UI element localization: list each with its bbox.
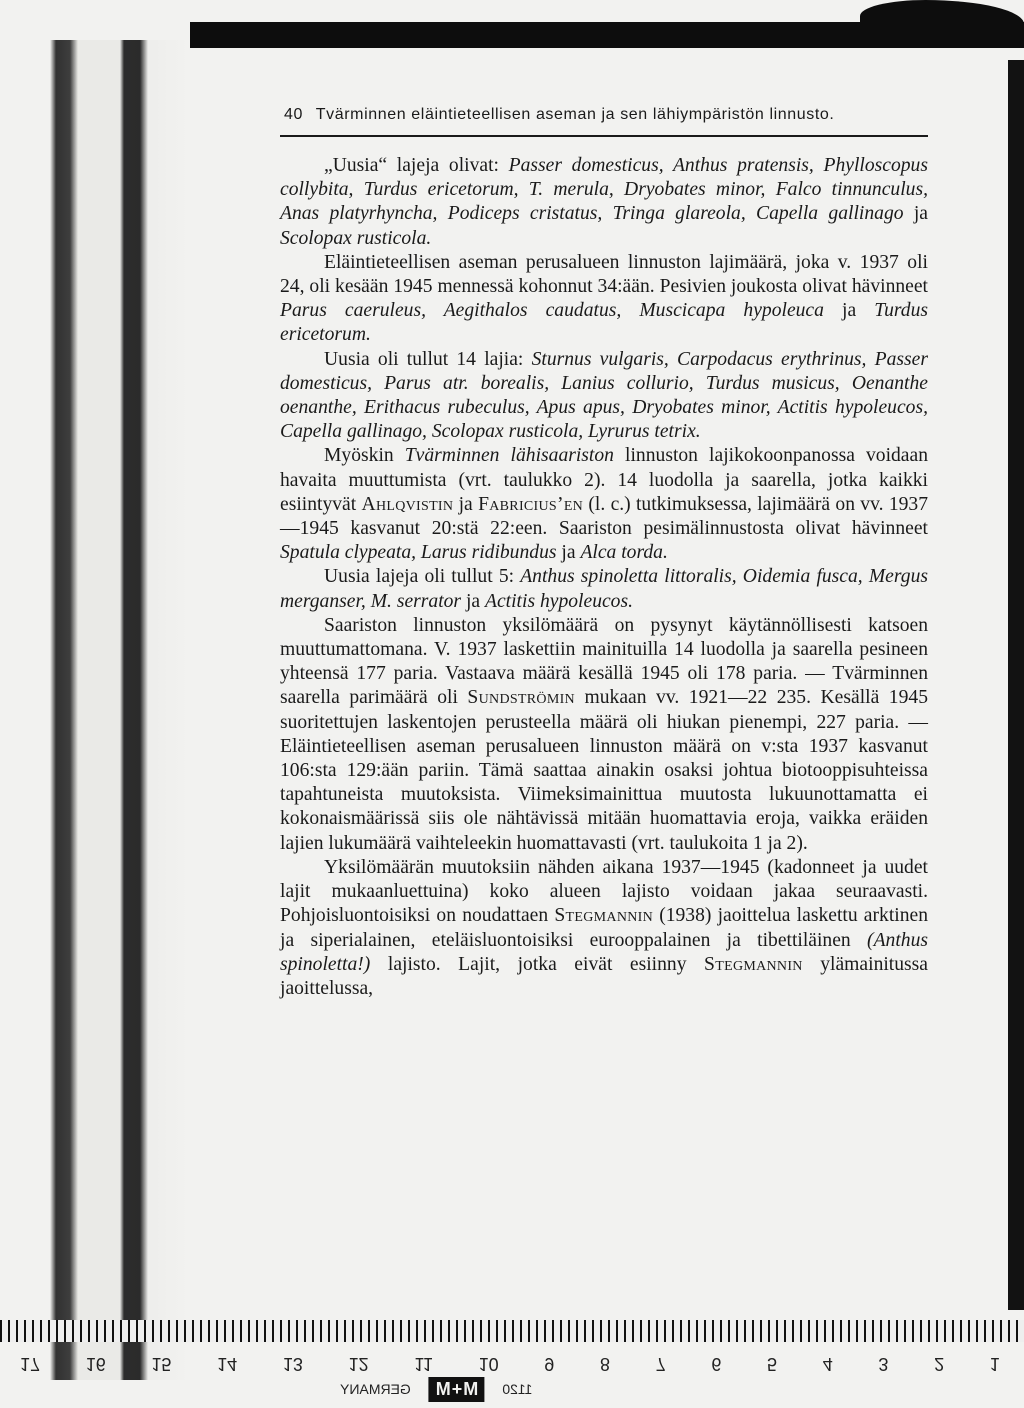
ruler-number: 4 — [822, 1354, 833, 1374]
ruler-number: 16 — [85, 1354, 106, 1374]
ruler-ticks — [0, 1320, 1024, 1342]
text-run: ja — [903, 203, 929, 225]
ruler-number: 10 — [478, 1354, 499, 1374]
ruler-code: 1120 — [502, 1381, 533, 1397]
paragraph — [280, 565, 928, 613]
ruler-numbers — [20, 1350, 1000, 1374]
page-number: 40 — [284, 106, 303, 123]
scan-edge-right — [1008, 60, 1024, 1310]
ruler-number: 9 — [544, 1354, 555, 1374]
species-name: Alca torda. — [580, 542, 668, 564]
running-title: Tvärminnen eläintieteellisen aseman ja sen lähiympäristön linnusto. — [315, 106, 835, 123]
text-run: Uusia oli tullut 14 lajia: — [324, 348, 532, 370]
text-run: ylämainitussa jaoittelussa, — [280, 953, 928, 999]
species-name: Parus caeruleus, Aegithalos caudatus, Muscicapa hypoleuca — [280, 300, 824, 322]
author-name: Sundströmin — [467, 687, 575, 709]
text-run: ja — [461, 590, 485, 612]
brand-name: GERMANY — [340, 1381, 411, 1397]
species-name: Actitis hypoleucos. — [485, 590, 634, 612]
text-run: ja — [556, 542, 581, 564]
text-run: „Uusia“ lajeja olivat: — [324, 155, 509, 176]
ruler-number: 11 — [414, 1354, 433, 1374]
ruler-number: 2 — [934, 1354, 945, 1374]
author-name: Ahlqvistin — [361, 493, 454, 515]
running-head — [284, 106, 924, 124]
author-name: Fabricius’en — [478, 493, 584, 515]
text-run: (l. c.) tutkimuksessa, lajimäärä on vv. 1937—1945 kasvanut 20:stä 22:een. Saariston pesimälinnustosta olivat hävinneet — [280, 493, 929, 540]
paragraph — [280, 614, 928, 856]
species-name: Passer domesticus, Anthus pratensis, Phylloscopus collybita, Turdus ericetorum, T. merula, Dryobates minor, Falco tinnunculus, Anas platyrhyncha, Podiceps cristatus, Tringa glareola, Capella gallinago — [280, 155, 928, 225]
text-run: Eläintieteellisen aseman perusalueen linnuston lajimäärä, joka v. 1937 oli 24, oli kesään 1945 mennessä kohonnut 34:ään. Pesivien joukosta olivat hävinneet — [280, 251, 928, 298]
paragraph — [280, 154, 928, 251]
text-run: ja — [453, 493, 479, 515]
species-name: Tvärminnen lähisaariston — [404, 445, 614, 467]
author-name: Stegmannin — [704, 953, 803, 975]
body-text — [280, 154, 928, 1001]
text-run: lajisto. Lajit, jotka eivät esiinny — [370, 953, 705, 975]
author-name: Stegmannin — [554, 905, 654, 927]
species-name: Spatula clypeata, Larus ridibundus — [280, 542, 557, 564]
ruler-number: 13 — [282, 1354, 303, 1374]
paragraph — [280, 444, 928, 565]
ruler-number: 14 — [217, 1354, 238, 1374]
ruler-number: 1 — [989, 1354, 1000, 1374]
text-run: Uusia lajeja oli tullut 5: — [324, 566, 521, 588]
text-run: Yksilömäärän muutoksiin nähden aikana 1937—1945 (kadonneet ja uudet lajit mukaanluettuina) koko alueen lajisto voidaan jakaa seuraavasti. Pohjoisluontoisiksi on noudattaen — [280, 856, 928, 927]
text-run: mukaan vv. 1921—22 235. Kesällä 1945 suoritettujen laskentojen perusteella määrä oli hiukan pienempi, 227 paria. — Eläintieteellisen aseman perusalueen linnuston määrä on v:sta 1937 kasvanut 106:sta 129:ään pariin. Tämä saattaa ainakin osaksi johtua biotooppisuhteissa tapahtuneista muutoksista. Viimeksimainittua muutosta lukuunottamatta ei kokonaismäärissä siis ole nähtävissä mitään huomattavia eroja, vaikka eräiden lajien lukumäärä vaihteleekin huomattavasti (vrt. taulukoita 1 ja 2). — [280, 687, 928, 854]
text-run: linnuston lajikokoonpanossa voidaan havaita muuttumista (vrt. taulukko 2). 14 luodolla ja saarella, jotka kaikki esiintyvät — [280, 445, 928, 515]
ruler-brand — [340, 1374, 532, 1404]
paragraph — [280, 251, 928, 348]
book-page — [280, 0, 928, 1300]
species-name: Sturnus vulgaris, Carpodacus erythrinus, Passer domesticus, Parus atr. borealis, Lanius collurio, Turdus musicus, Oenanthe oenanthe, Erithacus rubeculus, Apus apus, Dryobates minor, Actitis hypoleucos, Capella gallinago, Scolopax rusticola, Lyrurus tetrix. — [280, 348, 928, 443]
text-run: Myöskin — [324, 445, 405, 467]
paragraph — [280, 856, 928, 1001]
scan-edge-left — [0, 40, 190, 1380]
text-run: (1938) jaoittelua laskettu arktinen ja siperialainen, eteläisluontoisiksi eurooppalainen ja tibettiläinen — [280, 905, 928, 951]
ruler-number: 5 — [767, 1354, 778, 1374]
ruler-number: 3 — [878, 1354, 889, 1374]
ruler-number: 17 — [20, 1354, 41, 1374]
header-rule — [280, 135, 928, 137]
species-name: Turdus ericetorum. — [280, 300, 928, 346]
ruler-number: 12 — [348, 1354, 369, 1374]
text-run: ja — [823, 300, 875, 322]
text-run: Saariston linnuston yksilömäärä on pysynyt käytännöllisesti katsoen muuttumattomana. V. 1937 laskettiin mainituilla 14 luodolla ja saarella pesineen yhteensä 177 paria. Vastaava määrä kesällä 1945 oli 178 paria. — Tvärminnen saarella parimäärä oli — [280, 614, 928, 709]
ruler-number: 8 — [599, 1354, 610, 1374]
brand-logo: M+M — [429, 1377, 485, 1402]
ruler-number: 7 — [655, 1354, 666, 1374]
paragraph — [280, 348, 928, 445]
ruler-number: 6 — [711, 1354, 722, 1374]
species-name: Anthus spinoletta littoralis, Oidemia fusca, Mergus merganser, M. serrator — [280, 566, 928, 612]
species-name: (Anthus spinoletta!) — [280, 929, 928, 975]
ruler-number: 15 — [151, 1354, 172, 1374]
species-name: Scolopax rusticola. — [280, 227, 432, 249]
scale-ruler — [0, 1312, 1024, 1408]
